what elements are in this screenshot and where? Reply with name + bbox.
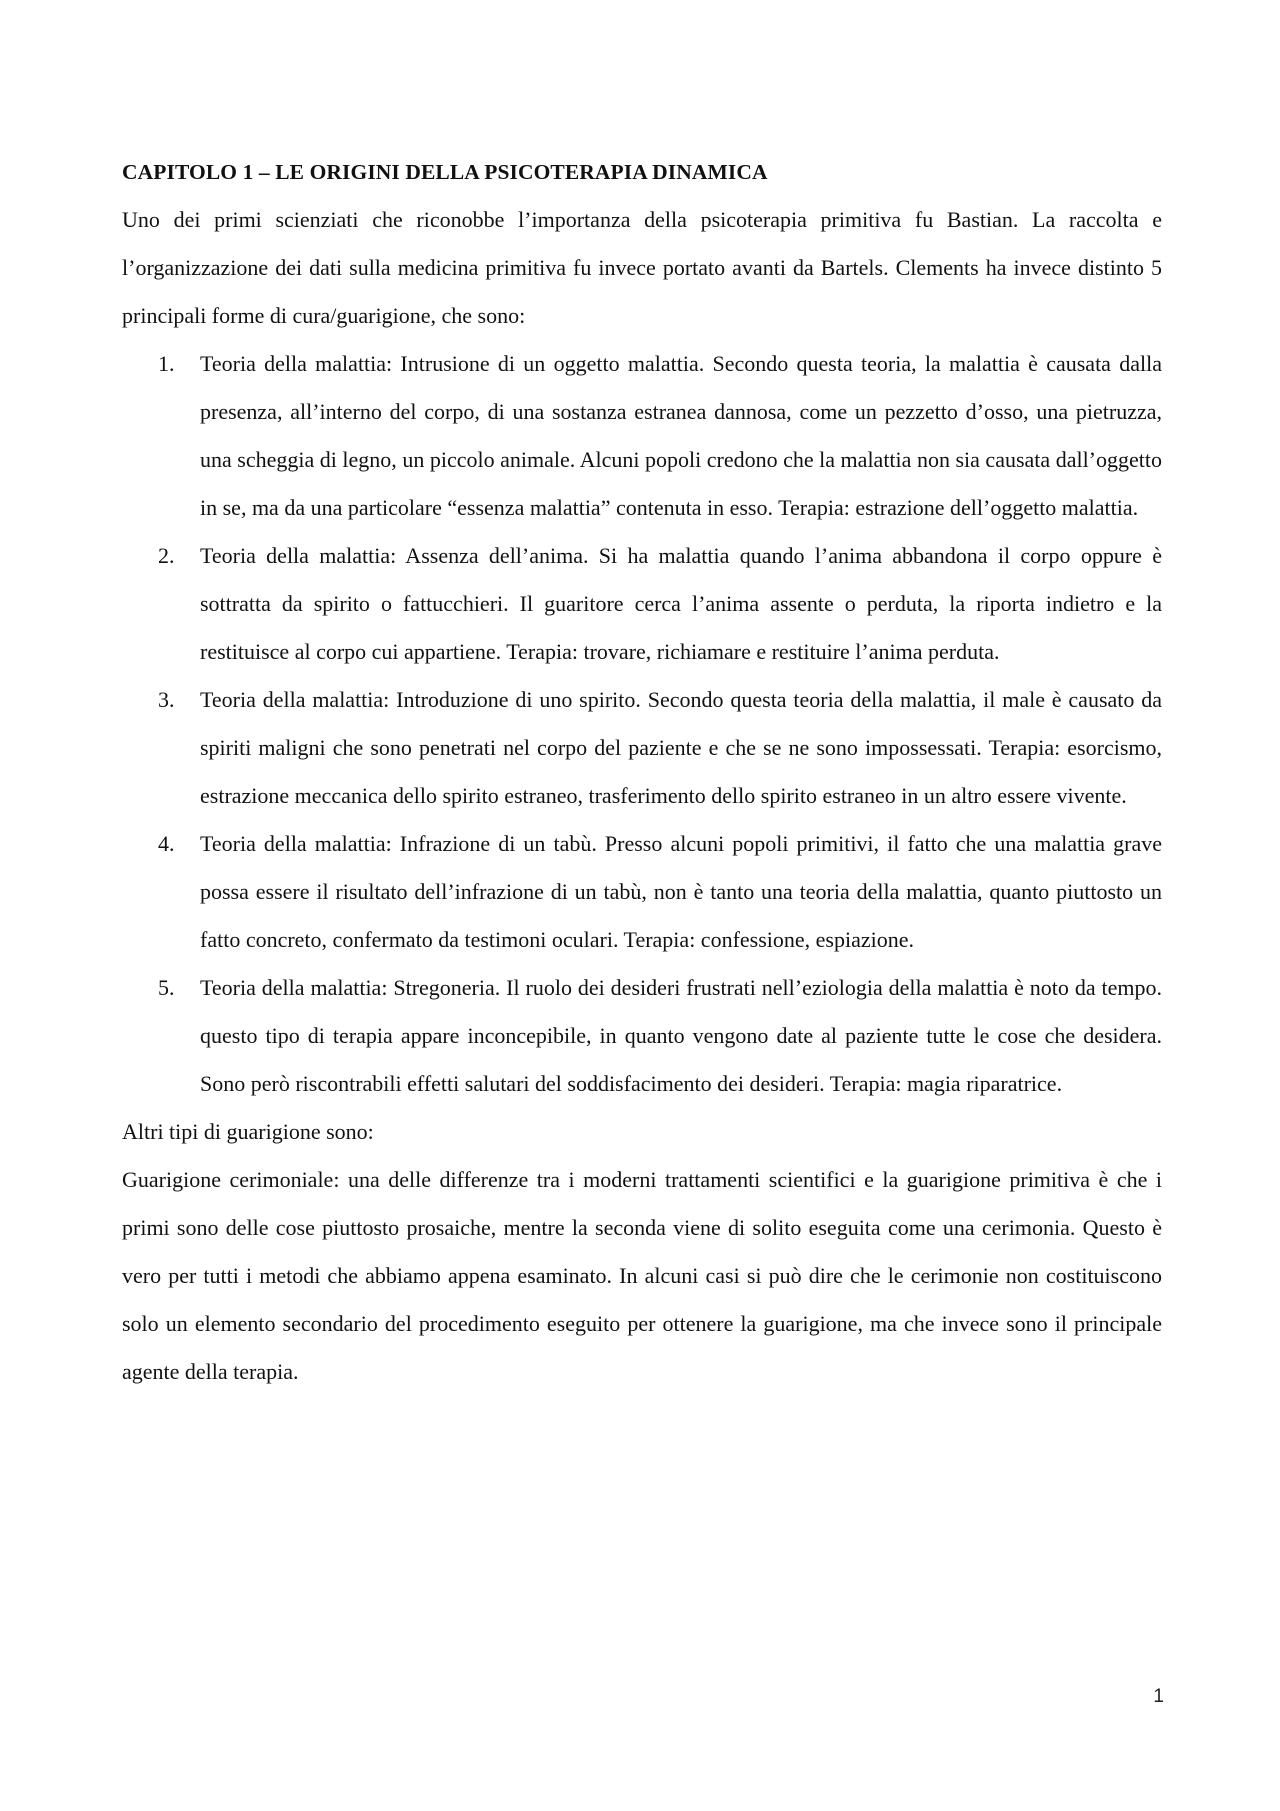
page-number: 1 [1153, 1686, 1164, 1707]
illness-theories-list [122, 340, 1162, 1108]
other-healing-heading: Altri tipi di guarigione sono: [122, 1119, 374, 1144]
list-item [122, 532, 1162, 676]
list-item [122, 820, 1162, 964]
chapter-title: CAPITOLO 1 – LE ORIGINI DELLA PSICOTERAPIA DINAMICA [122, 160, 768, 184]
list-item-text: Teoria della malattia: Assenza dell’anima. Si ha malattia quando l’anima abbandona il corpo oppure è sottratta da spirito o fattucchieri. Il guaritore cerca l’anima assente o perduta, la riporta indietro e la restituisce al corpo cui appartiene. Terapia: trovare, richiamare e restituire l’anima perduta. [200, 543, 1162, 664]
list-item [122, 340, 1162, 532]
page-content [122, 148, 1162, 1396]
intro-paragraph: Uno dei primi scienziati che riconobbe l’importanza della psicoterapia primitiva fu Bastian. La raccolta e l’organizzazione dei dati sulla medicina primitiva fu invece portato avanti da Bartels. Clements ha invece distinto 5 principali forme di cura/guarigione, che sono: [122, 207, 1162, 328]
list-item-text: Teoria della malattia: Stregoneria. Il ruolo dei desideri frustrati nell’eziologia della malattia è noto da tempo. questo tipo di terapia appare inconcepibile, in quanto vengono date al paziente tutte le cose che desidera. Sono però riscontrabili effetti salutari del soddisfacimento dei desideri. Terapia: magia riparatrice. [200, 975, 1162, 1096]
list-item [122, 964, 1162, 1108]
list-item-number: 5. [158, 975, 175, 1000]
list-item-number: 1. [158, 351, 175, 376]
list-item-number: 3. [158, 687, 175, 712]
list-item-number: 2. [158, 543, 175, 568]
list-item-text: Teoria della malattia: Introduzione di uno spirito. Secondo questa teoria della malattia, il male è causato da spiriti maligni che sono penetrati nel corpo del paziente e che se ne sono impossessati. Terapia: esorcismo, estrazione meccanica dello spirito estraneo, trasferimento dello spirito estraneo in un altro essere vivente. [200, 687, 1162, 808]
ceremonial-healing-paragraph: Guarigione cerimoniale: una delle differenze tra i moderni trattamenti scientifici e la guarigione primitiva è che i primi sono delle cose piuttosto prosaiche, mentre la seconda viene di solito eseguita come una cerimonia. Questo è vero per tutti i metodi che abbiamo appena esaminato. In alcuni casi si può dire che le cerimonie non costituiscono solo un elemento secondario del procedimento eseguito per ottenere la guarigione, ma che invece sono il principale agente della terapia. [122, 1167, 1162, 1384]
list-item-number: 4. [158, 831, 175, 856]
list-item [122, 676, 1162, 820]
list-item-text: Teoria della malattia: Infrazione di un tabù. Presso alcuni popoli primitivi, il fatto che una malattia grave possa essere il risultato dell’infrazione di un tabù, non è tanto una teoria della malattia, quanto piuttosto un fatto concreto, confermato da testimoni oculari. Terapia: confessione, espiazione. [200, 831, 1162, 952]
list-item-text: Teoria della malattia: Intrusione di un oggetto malattia. Secondo questa teoria, la malattia è causata dalla presenza, all’interno del corpo, di una sostanza estranea dannosa, come un pezzetto d’osso, una pietruzza, una scheggia di legno, un piccolo animale. Alcuni popoli credono che la malattia non sia causata dall’oggetto in se, ma da una particolare “essenza malattia” contenuta in esso. Terapia: estrazione dell’oggetto malattia. [200, 351, 1162, 520]
